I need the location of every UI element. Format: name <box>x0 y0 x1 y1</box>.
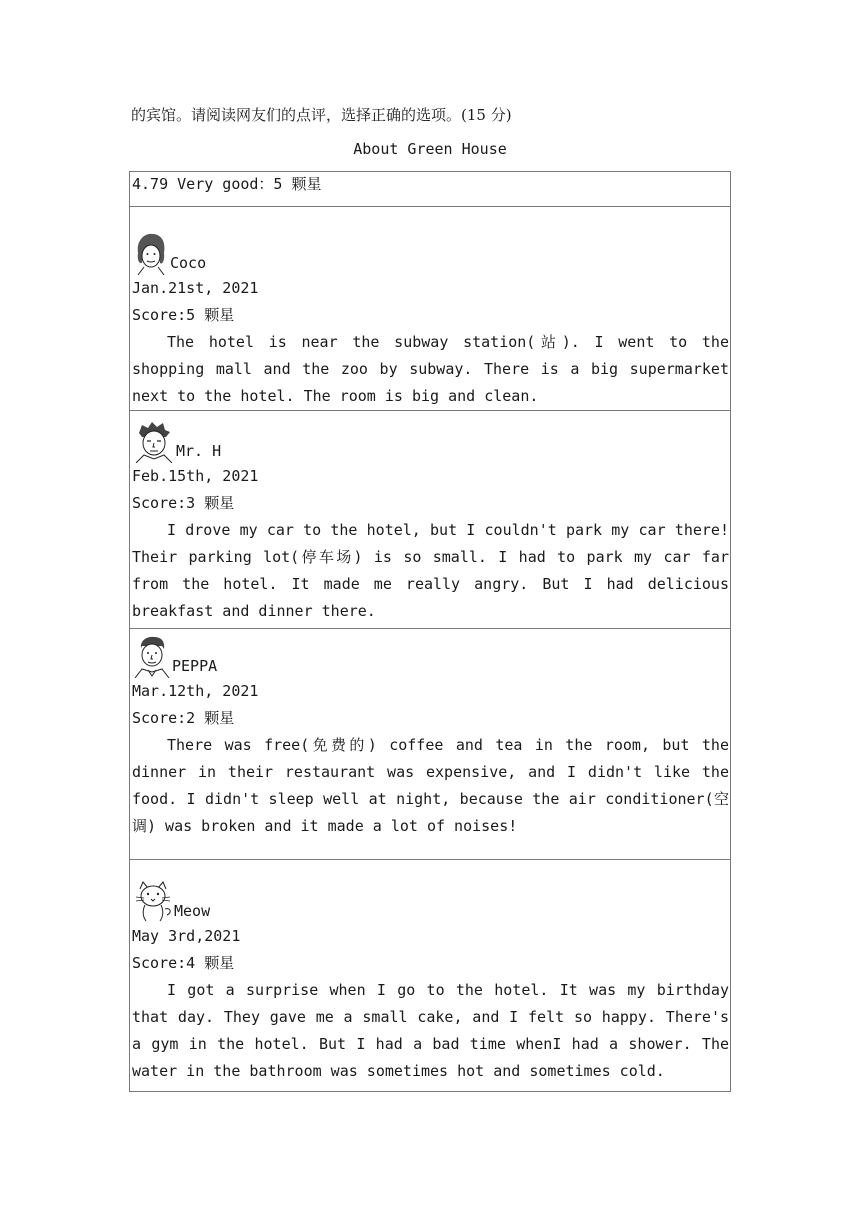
avatar-mr-h-icon <box>132 419 176 463</box>
username: PEPPA <box>172 657 218 675</box>
review-date: Jan.21st, 2021 <box>132 279 259 297</box>
avatar-peppa-icon <box>132 634 172 678</box>
review-meow <box>130 859 730 1091</box>
review-score: Score:5 颗星 <box>132 306 235 324</box>
review-date: May 3rd,2021 <box>132 927 241 945</box>
review-comment: I got a surprise when I go to the hotel. It was my birthday that day. They gave me a small cake, and I felt so happy. There's a gym in the hotel. But I had a bad time whenI had a shower. The water in the bathroom was sometimes hot and sometimes cold. <box>132 981 729 1080</box>
review-user <box>132 629 730 678</box>
review-user <box>132 860 730 923</box>
avatar-meow-icon <box>132 879 174 923</box>
review-user <box>132 207 730 275</box>
avatar-coco-icon <box>132 231 170 275</box>
review-date: Feb.15th, 2021 <box>132 467 259 485</box>
review-user <box>132 411 730 463</box>
username: Mr. H <box>176 442 222 460</box>
review-date: Mar.12th, 2021 <box>132 682 259 700</box>
review-score: Score:2 颗星 <box>132 709 235 727</box>
overall-rating: 4.79 Very good：5 颗星 <box>132 175 322 193</box>
intro-text: 的宾馆。请阅读网友们的点评，选择正确的选项。(15 分) <box>131 106 512 124</box>
review-peppa <box>130 628 730 859</box>
review-coco <box>130 206 730 410</box>
review-table <box>129 171 731 1092</box>
review-comment: There was free(免费的) coffee and tea in the room, but the dinner in their restaurant was expensive, and I didn't like the food. I didn't sleep well at night, because the air conditioner(空调) was broken and it made a lot of noises! <box>132 736 729 835</box>
review-comment: The hotel is near the subway station(站). I went to the shopping mall and the zoo by subway. There is a big supermarket next to the hotel. The room is big and clean. <box>132 333 729 405</box>
page-title: About Green House <box>353 140 507 158</box>
overall-rating-row <box>130 172 730 206</box>
review-score: Score:3 颗星 <box>132 494 235 512</box>
username: Meow <box>174 902 211 920</box>
username: Coco <box>170 254 207 272</box>
review-comment: I drove my car to the hotel, but I couldn't park my car there! Their parking lot(停车场) is so small. I had to park my car far from the hotel. It made me really angry. But I had delicious breakfast and dinner there. <box>132 521 729 620</box>
review-score: Score:4 颗星 <box>132 954 235 972</box>
review-mr-h <box>130 410 730 628</box>
